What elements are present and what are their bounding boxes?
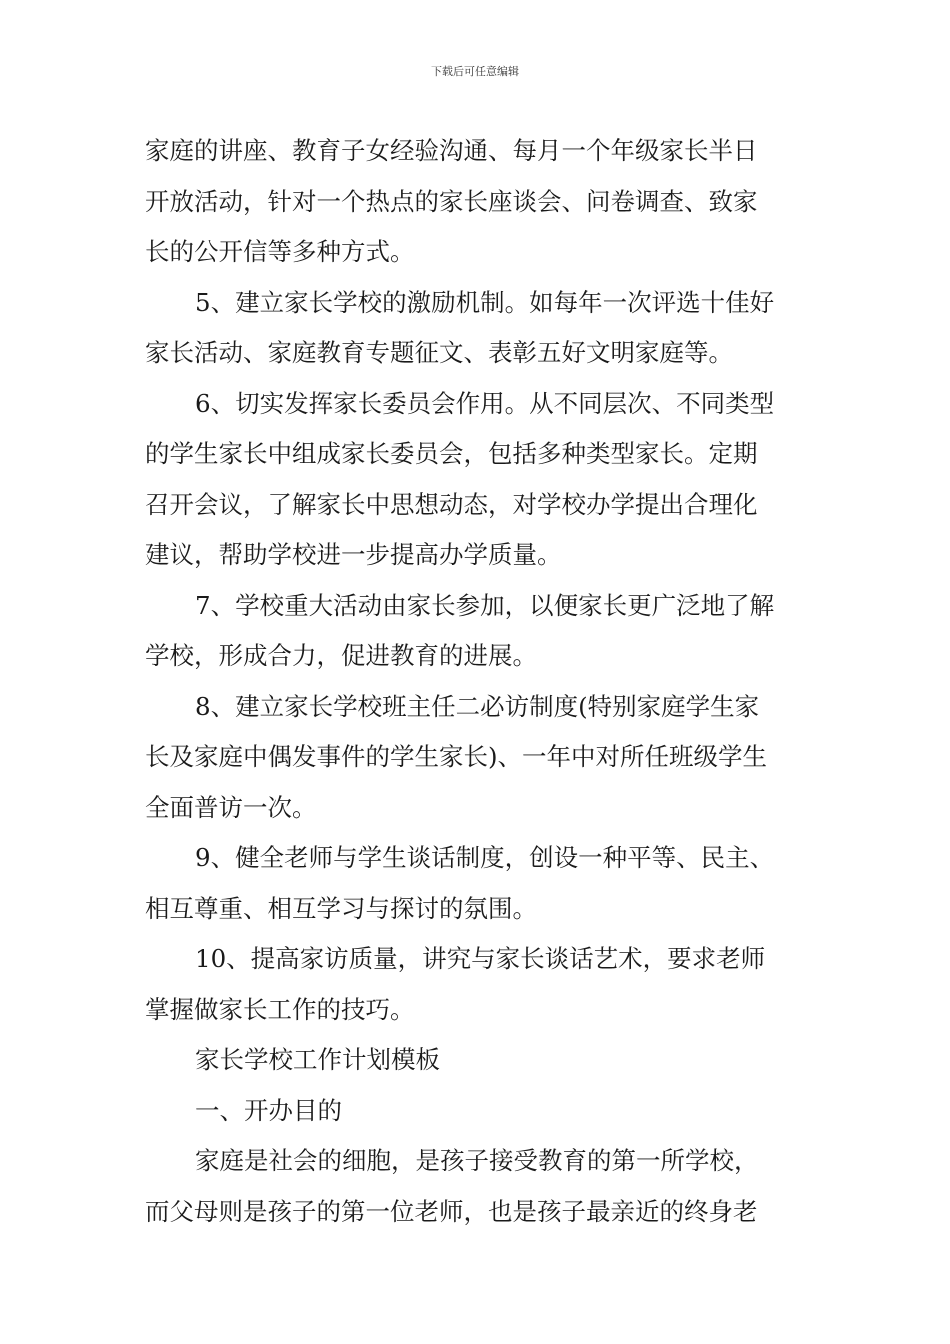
- text-line: 家长活动、家庭教育专题征文、表彰五好文明家庭等。: [145, 338, 733, 367]
- text-line: 10、提高家访质量，讲究与家长谈话艺术，要求老师: [195, 944, 766, 973]
- text-line: 9、健全老师与学生谈话制度，创设一种平等、民主、: [195, 843, 775, 872]
- text-line: 的学生家长中组成家长委员会，包括多种类型家长。定期: [145, 439, 758, 468]
- document-body: [145, 126, 825, 1237]
- text-line: 建议，帮助学校进一步提高办学质量。: [145, 540, 562, 569]
- text-line: 家庭的讲座、教育子女经验沟通、每月一个年级家长半日: [145, 136, 758, 165]
- text-line: 开放活动，针对一个热点的家长座谈会、问卷调查、致家: [145, 186, 758, 216]
- text-line: 全面普访一次。: [145, 792, 317, 822]
- text-line: 长的公开信等多种方式。: [145, 237, 415, 266]
- text-line: 一、开办目的: [195, 1095, 342, 1125]
- text-line: 相互尊重、相互学习与探讨的氛围。: [145, 893, 537, 923]
- text-line: 家庭是社会的细胞，是孩子接受教育的第一所学校，: [195, 1146, 759, 1175]
- text-line: 学校，形成合力，促进教育的进展。: [145, 641, 537, 670]
- text-line: 掌握做家长工作的技巧。: [145, 994, 415, 1024]
- text-line: 5、建立家长学校的激励机制。如每年一次评选十佳好: [195, 287, 775, 317]
- text-line: 6、切实发挥家长委员会作用。从不同层次、不同类型: [195, 388, 775, 418]
- page-header: 下载后可任意编辑: [431, 65, 519, 78]
- text-line: 召开会议，了解家长中思想动态，对学校办学提出合理化: [145, 489, 758, 519]
- text-line: 家长学校工作计划模板: [195, 1045, 440, 1074]
- text-line: 长及家庭中偶发事件的学生家长)、一年中对所任班级学生: [145, 742, 768, 771]
- text-line: 7、学校重大活动由家长参加，以便家长更广泛地了解: [195, 590, 775, 620]
- text-line: 而父母则是孩子的第一位老师，也是孩子最亲近的终身老: [145, 1196, 758, 1226]
- text-line: 8、建立家长学校班主任二必访制度(特别家庭学生家: [195, 691, 760, 721]
